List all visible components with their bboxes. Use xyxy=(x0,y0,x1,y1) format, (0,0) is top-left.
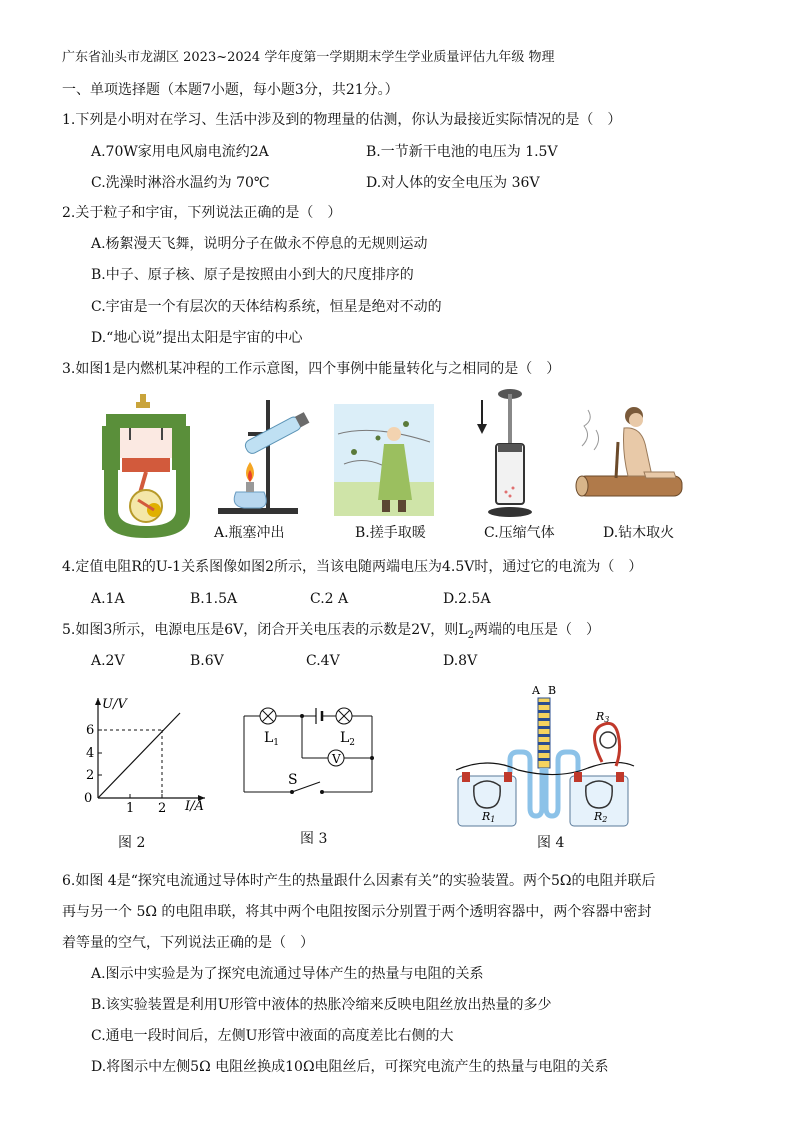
q6-option-a: A.图示中实验是为了探究电流通过导体产生的热量与电阻的关系 xyxy=(91,966,484,982)
fig4-heat-experiment xyxy=(448,682,638,828)
q6-option-c: C.通电一段时间后，左侧U形管中液面的高度差比右侧的大 xyxy=(91,1028,454,1044)
ytick-2: 2 xyxy=(86,768,95,783)
q5-option-c: C.4V xyxy=(306,653,340,669)
q3-option-d: D.钻木取火 xyxy=(603,525,675,541)
tube-b-label: B xyxy=(548,684,557,697)
ytick-4: 4 xyxy=(86,746,95,761)
q1-stem: 1.下列是小明对在学习、生活中涉及到的物理量的估测，你认为最接近实际情况的是（ ） xyxy=(62,112,622,128)
voltmeter-label: V xyxy=(332,752,341,766)
r1-label: R1 xyxy=(482,810,496,824)
q4-option-c: C.2 A xyxy=(310,591,349,607)
q5-stem: 5.如图3所示，电源电压是6V，闭合开关电压表的示数是2V，则$L_2$两端的电压是（ ） xyxy=(62,622,600,641)
q4-stem: 4.定值电阻R的U-1关系图像如图2所示，当该电随两端电压为4.5V时，通过它的电流为（ ） xyxy=(62,559,643,575)
q2-option-a: A.杨絮漫天飞舞，说明分子在做永不停息的无规则运动 xyxy=(91,236,428,252)
q6-stem-line3: 着等量的空气，下列说法正确的是（ ） xyxy=(62,935,314,951)
engine-cylinder-figure xyxy=(98,392,198,542)
q5-option-a: A.2V xyxy=(91,653,125,669)
l2-label: $L_2$ xyxy=(340,730,356,748)
l1-label: $L_1$ xyxy=(264,730,280,748)
q1-option-a: A.70W家用电风扇电流约2A xyxy=(91,144,269,160)
y-axis-label: U/V xyxy=(102,697,127,712)
q1-option-b: B.一节新干电池的电压为 1.5V xyxy=(366,144,558,160)
r3-label: R3 xyxy=(596,710,610,724)
q5-option-d: D.8V xyxy=(443,653,478,669)
q1-option-c: C.洗澡时淋浴水温约为 70℃ xyxy=(91,175,270,191)
xtick-2: 2 xyxy=(158,801,167,814)
q6-stem-line1: 6.如图 4是“探究电流通过导体时产生的热量跟什么因素有关”的实验装置。两个5Ω的电阻并联后 xyxy=(62,873,656,889)
q2-option-b: B.中子、原子核、原子是按照由小到大的尺度排序的 xyxy=(91,267,414,283)
q2-option-c: C.宇宙是一个有层次的天体结构系统，恒星是绝对不动的 xyxy=(91,299,442,315)
fig3-caption: 图 3 xyxy=(300,831,328,847)
r2-label: R2 xyxy=(594,810,608,824)
fig2-u-i-graph xyxy=(80,694,210,814)
q3-option-b: B.搓手取暖 xyxy=(355,525,426,541)
u-i-line xyxy=(98,713,180,798)
compressing-gas-figure xyxy=(470,386,540,520)
ytick-6: 6 xyxy=(86,723,95,738)
tube-a-label: A xyxy=(532,684,540,697)
q3-stem: 3.如图1是内燃机某冲程的工作示意图，四个事例中能量转化与之相同的是（ ） xyxy=(62,361,561,377)
q6-stem-line2: 再与另一个 5Ω 的电阻串联，将其中两个电阻按图示分别置于两个透明容器中，两个容器中密封 xyxy=(62,904,652,920)
q3-option-a: A.瓶塞冲出 xyxy=(214,525,285,541)
rubbing-hands-figure xyxy=(334,404,434,516)
q5-option-b: B.6V xyxy=(190,653,224,669)
fig4-caption: 图 4 xyxy=(537,835,565,851)
q2-option-d: D.“地心说”提出太阳是宇宙的中心 xyxy=(91,330,303,346)
q4-option-b: B.1.5A xyxy=(190,591,238,607)
q4-option-d: D.2.5A xyxy=(443,591,491,607)
section-title: 一、单项选择题（本题7小题，每小题3分，共21分。） xyxy=(62,82,399,98)
q2-stem: 2.关于粒子和宇宙，下列说法正确的是（ ） xyxy=(62,205,342,221)
q3-option-c: C.压缩气体 xyxy=(484,525,555,541)
q6-option-d: D.将图示中左侧5Ω 电阻丝换成10Ω电阻丝后，可探究电流产生的热量与电阻的关系 xyxy=(91,1059,609,1075)
fig2-caption: 图 2 xyxy=(118,835,146,851)
q1-option-d: D.对人体的安全电压为 36V xyxy=(366,175,540,191)
fig3-circuit xyxy=(236,700,384,810)
switch-label: S xyxy=(288,772,298,788)
q6-option-b: B.该实验装置是利用U形管中液体的热胀冷缩来反映电阻丝放出热量的多少 xyxy=(91,997,552,1013)
test-tube-stopper-figure xyxy=(208,396,318,516)
origin-label: 0 xyxy=(84,791,93,806)
drilling-wood-fire-figure xyxy=(572,402,684,506)
exam-header: 广东省汕头市龙湖区 2023~2024 学年度第一学期期末学生学业质量评估九年级 物理 xyxy=(62,50,555,65)
x-axis-label: I/A xyxy=(185,799,204,814)
xtick-1: 1 xyxy=(126,801,135,814)
q4-option-a: A.1A xyxy=(91,591,125,607)
